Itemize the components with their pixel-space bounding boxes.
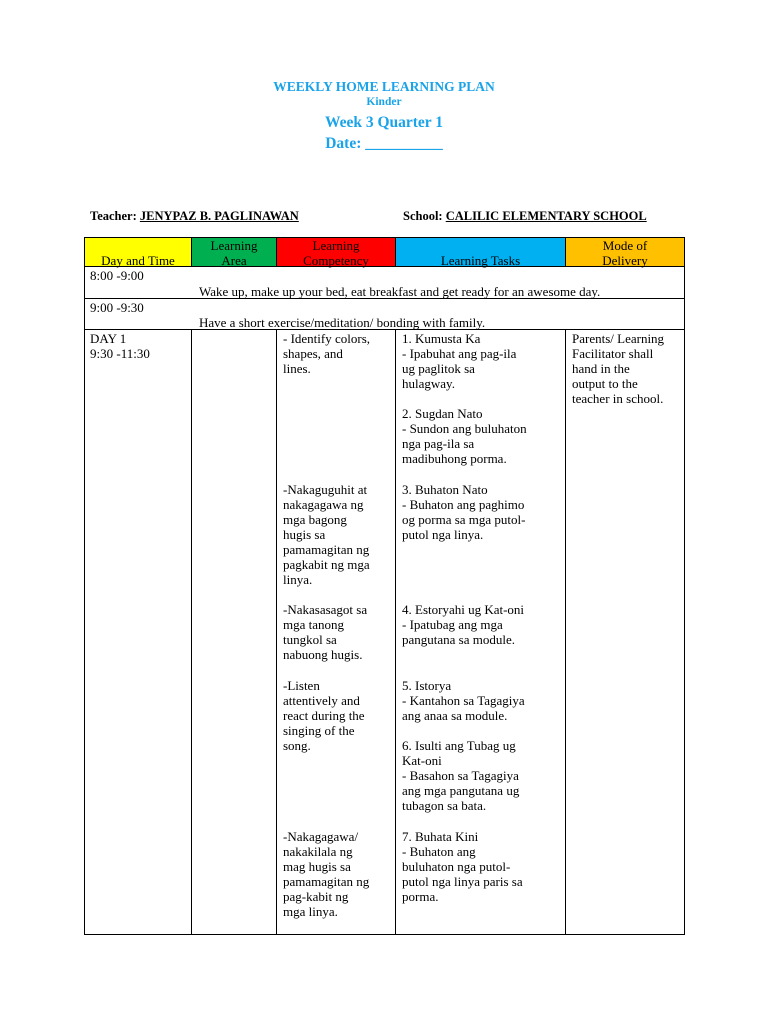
task-item: 1. Kumusta Ka - Ipabuhat ang pag-ila ug paglitok sa hulagway. [402,331,517,391]
header-learning-area-line1: Learning [210,238,258,253]
task-item: 5. Istorya - Kantahon sa Tagagiya ang anaa sa module. [402,678,525,723]
teacher-info [90,209,299,224]
school-label: School: [403,209,443,223]
day1-label: DAY 1 [90,331,127,346]
row2-time: 9:00 -9:30 [90,300,144,315]
row2-activity: Have a short exercise/meditation/ bonding with family. [199,315,486,330]
row1-activity: Wake up, make up your bed, eat breakfast and get ready for an awesome day. [199,284,601,299]
header-learning-area-line2: Area [221,253,247,268]
row1-time: 8:00 -9:00 [90,268,144,283]
header-day-time-label: Day and Time [101,253,175,268]
date-line: Date: __________ [325,135,443,152]
competency-item: -Nakasasagot sa mga tanong tungkol sa nabuong hugis. [283,602,368,662]
table-border-bottom [84,934,685,935]
mode-of-delivery-text: Parents/ Learning Facilitator shall hand in the output to the teacher in school. [572,331,665,406]
competency-item: -Nakagagawa/ nakakilala ng mag hugis sa pamamagitan ng pag-kabit ng mga linya. [283,829,370,919]
header-learning-competency-line2: Competency [303,253,369,268]
competency-item: -Nakaguguhit at nakagagawa ng mga bagong hugis sa pamamagitan ng pagkabit ng mga linya. [283,482,370,587]
table-border-right [684,266,685,935]
task-item: 3. Buhaton Nato - Buhaton ang paghimo og porma sa mga putol- putol nga linya. [402,482,526,542]
competency-item: - Identify colors, shapes, and lines. [283,331,371,376]
header-learning-area [191,237,277,267]
header-mode-delivery-line1: Mode of [602,238,648,253]
plan-title: WEEKLY HOME LEARNING PLAN [273,79,495,94]
school-info [403,209,647,224]
table-border-left [84,266,85,935]
col-divider-area [276,329,277,935]
header-mode-delivery-line2: Delivery [602,253,648,268]
header-learning-competency-line1: Learning [312,238,360,253]
grade-level: Kinder [366,96,402,108]
col-divider-time [191,329,192,935]
teacher-name: JENYPAZ B. PAGLINAWAN [139,209,299,223]
competency-item: -Listen attentively and react during the singing of the song. [283,678,365,753]
task-item: 7. Buhata Kini - Buhaton ang buluhaton nga putol- putol nga linya paris sa porma. [402,829,523,904]
task-item: 4. Estoryahi ug Kat-oni - Ipatubag ang mga pangutana sa module. [402,602,525,647]
header-day-time [84,237,192,267]
day1-time: 9:30 -11:30 [90,346,150,361]
task-item: 2. Sugdan Nato - Sundon ang buluhaton nga pag-ila sa madibuhong porma. [402,406,527,466]
week-quarter: Week 3 Quarter 1 [324,114,444,131]
header-learning-tasks-label: Learning Tasks [440,253,521,268]
header-mode-delivery [565,237,685,267]
col-divider-competency [395,329,396,935]
header-learning-competency [276,237,396,267]
school-name: CALILIC ELEMENTARY SCHOOL [445,209,647,223]
col-divider-tasks [565,329,566,935]
teacher-label: Teacher: [90,209,137,223]
header-learning-tasks [395,237,566,267]
task-item: 6. Isulti ang Tubag ug Kat-oni - Basahon sa Tagagiya ang mga pangutana ug tubagon sa bata. [402,738,520,813]
